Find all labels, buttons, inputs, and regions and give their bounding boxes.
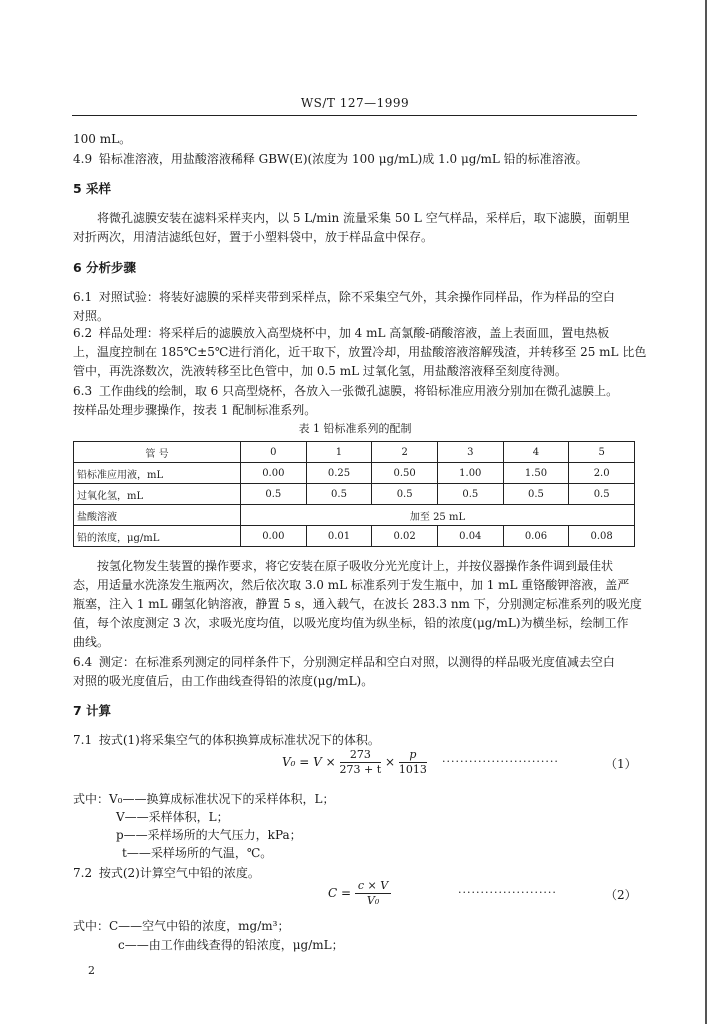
- table-cell: 0.02: [372, 526, 438, 547]
- leader-dots: ··························: [442, 755, 559, 768]
- tube-header: 2: [372, 442, 438, 463]
- table-row: [74, 526, 635, 547]
- text-line: 100 mL。: [73, 132, 132, 146]
- leader-dots: ······················: [458, 886, 557, 899]
- text-line: 将微孔滤膜安装在滤料采样夹内，以 5 L/min 流量采集 50 L 空气样品，采样后，取下滤膜，面朝里: [97, 211, 630, 225]
- denominator: 1013: [398, 763, 427, 776]
- clause-text: 按式(1)将采集空气的体积换算成标准状况下的体积。: [98, 733, 380, 747]
- clause-text: 测定：在标准系列测定的同样条件下，分别测定样品和空白对照，以测得的样品吸光度值减去空白: [98, 655, 615, 669]
- where-line: V——采样体积，L；: [116, 810, 229, 824]
- table-header-row: [74, 442, 635, 463]
- fraction: [355, 879, 391, 908]
- clause-number: 6.4: [73, 655, 93, 669]
- table-cell: 0.00: [241, 526, 307, 547]
- where-line: 式中：V₀——换算成标准状况下的采样体积，L；: [73, 792, 335, 806]
- clause-6-4: [73, 653, 615, 671]
- clause-number: 6.1: [73, 290, 93, 304]
- table-cell: 0.5: [241, 484, 307, 505]
- fraction: [399, 748, 427, 777]
- numerator: c × V: [355, 879, 391, 894]
- clause-number: 6.2: [73, 326, 93, 340]
- numerator: 273: [340, 748, 382, 763]
- where-line: 式中：C——空气中铅的浓度，mg/m³；: [73, 919, 290, 933]
- text-line: 对照的吸光度值后，由工作曲线查得铅的浓度(μg/mL)。: [73, 674, 374, 688]
- standard-series-table: [73, 441, 635, 547]
- clause-text: 铅标准溶液，用盐酸溶液稀释 GBW(E)(浓度为 100 μg/mL)成 1.0 μg/mL 铅的标准溶液。: [98, 152, 588, 166]
- table-cell: 1.50: [503, 463, 569, 484]
- denominator: V₀: [366, 894, 380, 907]
- text-line: 按氢化物发生装置的操作要求，将它安装在原子吸收分光光度计上，并按仪器操作条件调到最佳状: [97, 559, 614, 573]
- equation-label: （2）: [605, 888, 637, 902]
- row-label: 盐酸溶液: [74, 505, 241, 526]
- clause-4-9: [73, 150, 588, 168]
- table-cell: 0.5: [437, 484, 503, 505]
- clause-text: 对照试验：将装好滤膜的采样夹带到采样点，除不采集空气外，其余操作同样品，作为样品的空白: [98, 290, 615, 304]
- table-cell: 0.5: [569, 484, 635, 505]
- clause-text: 样品处理：将采样后的滤膜放入高型烧杯中，加 4 mL 高氯酸-硝酸溶液，盖上表面皿，置电热板: [98, 326, 610, 340]
- section-7-title: 7 计算: [73, 703, 112, 718]
- where-line: c——由工作曲线查得的铅浓度，μg/mL；: [118, 938, 344, 952]
- row-label: 过氧化氢，mL: [74, 484, 241, 505]
- text-line: 上，温度控制在 185℃±5℃进行消化，近干取下，放置冷却，用盐酸溶液溶解残渣，并转移至 25 mL 比色: [73, 345, 647, 359]
- text-line: 曲线。: [73, 635, 110, 649]
- eq-lhs: C =: [328, 886, 352, 900]
- tube-header: 1: [306, 442, 372, 463]
- table-cell: 0.01: [306, 526, 372, 547]
- clause-number: 4.9: [73, 152, 93, 166]
- page-header: WS/T 127—1999: [300, 96, 410, 110]
- fraction: [340, 748, 382, 777]
- table-row: [74, 505, 635, 526]
- clause-number: 6.3: [73, 384, 93, 398]
- clause-6-1: [73, 288, 615, 306]
- operator: ×: [385, 755, 396, 769]
- clause-number: 7.2: [73, 866, 93, 880]
- table-row: [74, 463, 635, 484]
- equation-label: （1）: [605, 757, 637, 771]
- clause-text: 工作曲线的绘制，取 6 只高型烧杯，各放入一张微孔滤膜，将铅标准应用液分别加在微孔滤膜上。: [98, 384, 619, 398]
- where-line: t——采样场所的气温，℃。: [122, 846, 273, 860]
- text-line: 按样品处理步骤操作，按表 1 配制标准系列。: [73, 403, 317, 417]
- equation-2: [328, 879, 391, 908]
- tube-header: 3: [437, 442, 503, 463]
- clause-7-1: [73, 731, 380, 749]
- numerator: p: [399, 748, 427, 763]
- table-cell: 0.5: [503, 484, 569, 505]
- table-row: [74, 484, 635, 505]
- equation-1: [282, 748, 427, 777]
- table-header-label: 管 号: [74, 442, 241, 463]
- table-caption: 表 1 铅标准系列的配制: [298, 422, 412, 435]
- table-cell: 0.50: [372, 463, 438, 484]
- eq-lhs: V₀ = V ×: [282, 755, 336, 769]
- text-line: 值，每个浓度测定 3 次，求吸光度均值，以吸光度均值为纵坐标，铅的浓度(μg/mL)为横坐标，绘制工作: [73, 616, 629, 630]
- text-line: 对照。: [73, 309, 110, 323]
- table-cell: 0.08: [569, 526, 635, 547]
- table-cell: 0.00: [241, 463, 307, 484]
- table-cell: 0.5: [372, 484, 438, 505]
- row-label: 铅标准应用液，mL: [74, 463, 241, 484]
- table-cell: 0.5: [306, 484, 372, 505]
- scan-edge: [705, 0, 707, 1024]
- clause-7-2: [73, 864, 260, 882]
- tube-header: 0: [241, 442, 307, 463]
- section-6-title: 6 分析步骤: [73, 260, 137, 275]
- row-label: 铅的浓度，μg/mL: [74, 526, 241, 547]
- where-line: p——采样场所的大气压力，kPa；: [116, 828, 302, 842]
- clause-number: 7.1: [73, 733, 93, 747]
- page-number: 2: [88, 964, 95, 977]
- text-line: 对折两次，用清洁滤纸包好，置于小塑料袋中，放于样品盒中保存。: [73, 230, 434, 244]
- clause-text: 按式(2)计算空气中铅的浓度。: [98, 866, 260, 880]
- section-5-title: 5 采样: [73, 181, 112, 196]
- text-line: 态，用适量水洗涤发生瓶两次，然后依次取 3.0 mL 标准系列于发生瓶中，加 1 mL 重铬酸钾溶液，盖严: [73, 578, 630, 592]
- denominator: 273 + t: [339, 763, 382, 776]
- table-cell-merged: 加至 25 mL: [241, 505, 635, 526]
- table-cell: 0.25: [306, 463, 372, 484]
- table-cell: 1.00: [437, 463, 503, 484]
- clause-6-2: [73, 324, 609, 342]
- tube-header: 4: [503, 442, 569, 463]
- table-cell: 2.0: [569, 463, 635, 484]
- clause-6-3: [73, 382, 618, 400]
- header-rule: [72, 115, 637, 116]
- text-line: 管中，再洗涤数次，洗液转移至比色管中，加 0.5 mL 过氧化氢，用盐酸溶液释至刻度待测。: [73, 364, 567, 378]
- table-cell: 0.06: [503, 526, 569, 547]
- text-line: 瓶塞，注入 1 mL 硼氢化钠溶液，静置 5 s，通入载气，在波长 283.3 nm 下，分别测定标准系列的吸光度: [73, 597, 642, 611]
- table-cell: 0.04: [437, 526, 503, 547]
- tube-header: 5: [569, 442, 635, 463]
